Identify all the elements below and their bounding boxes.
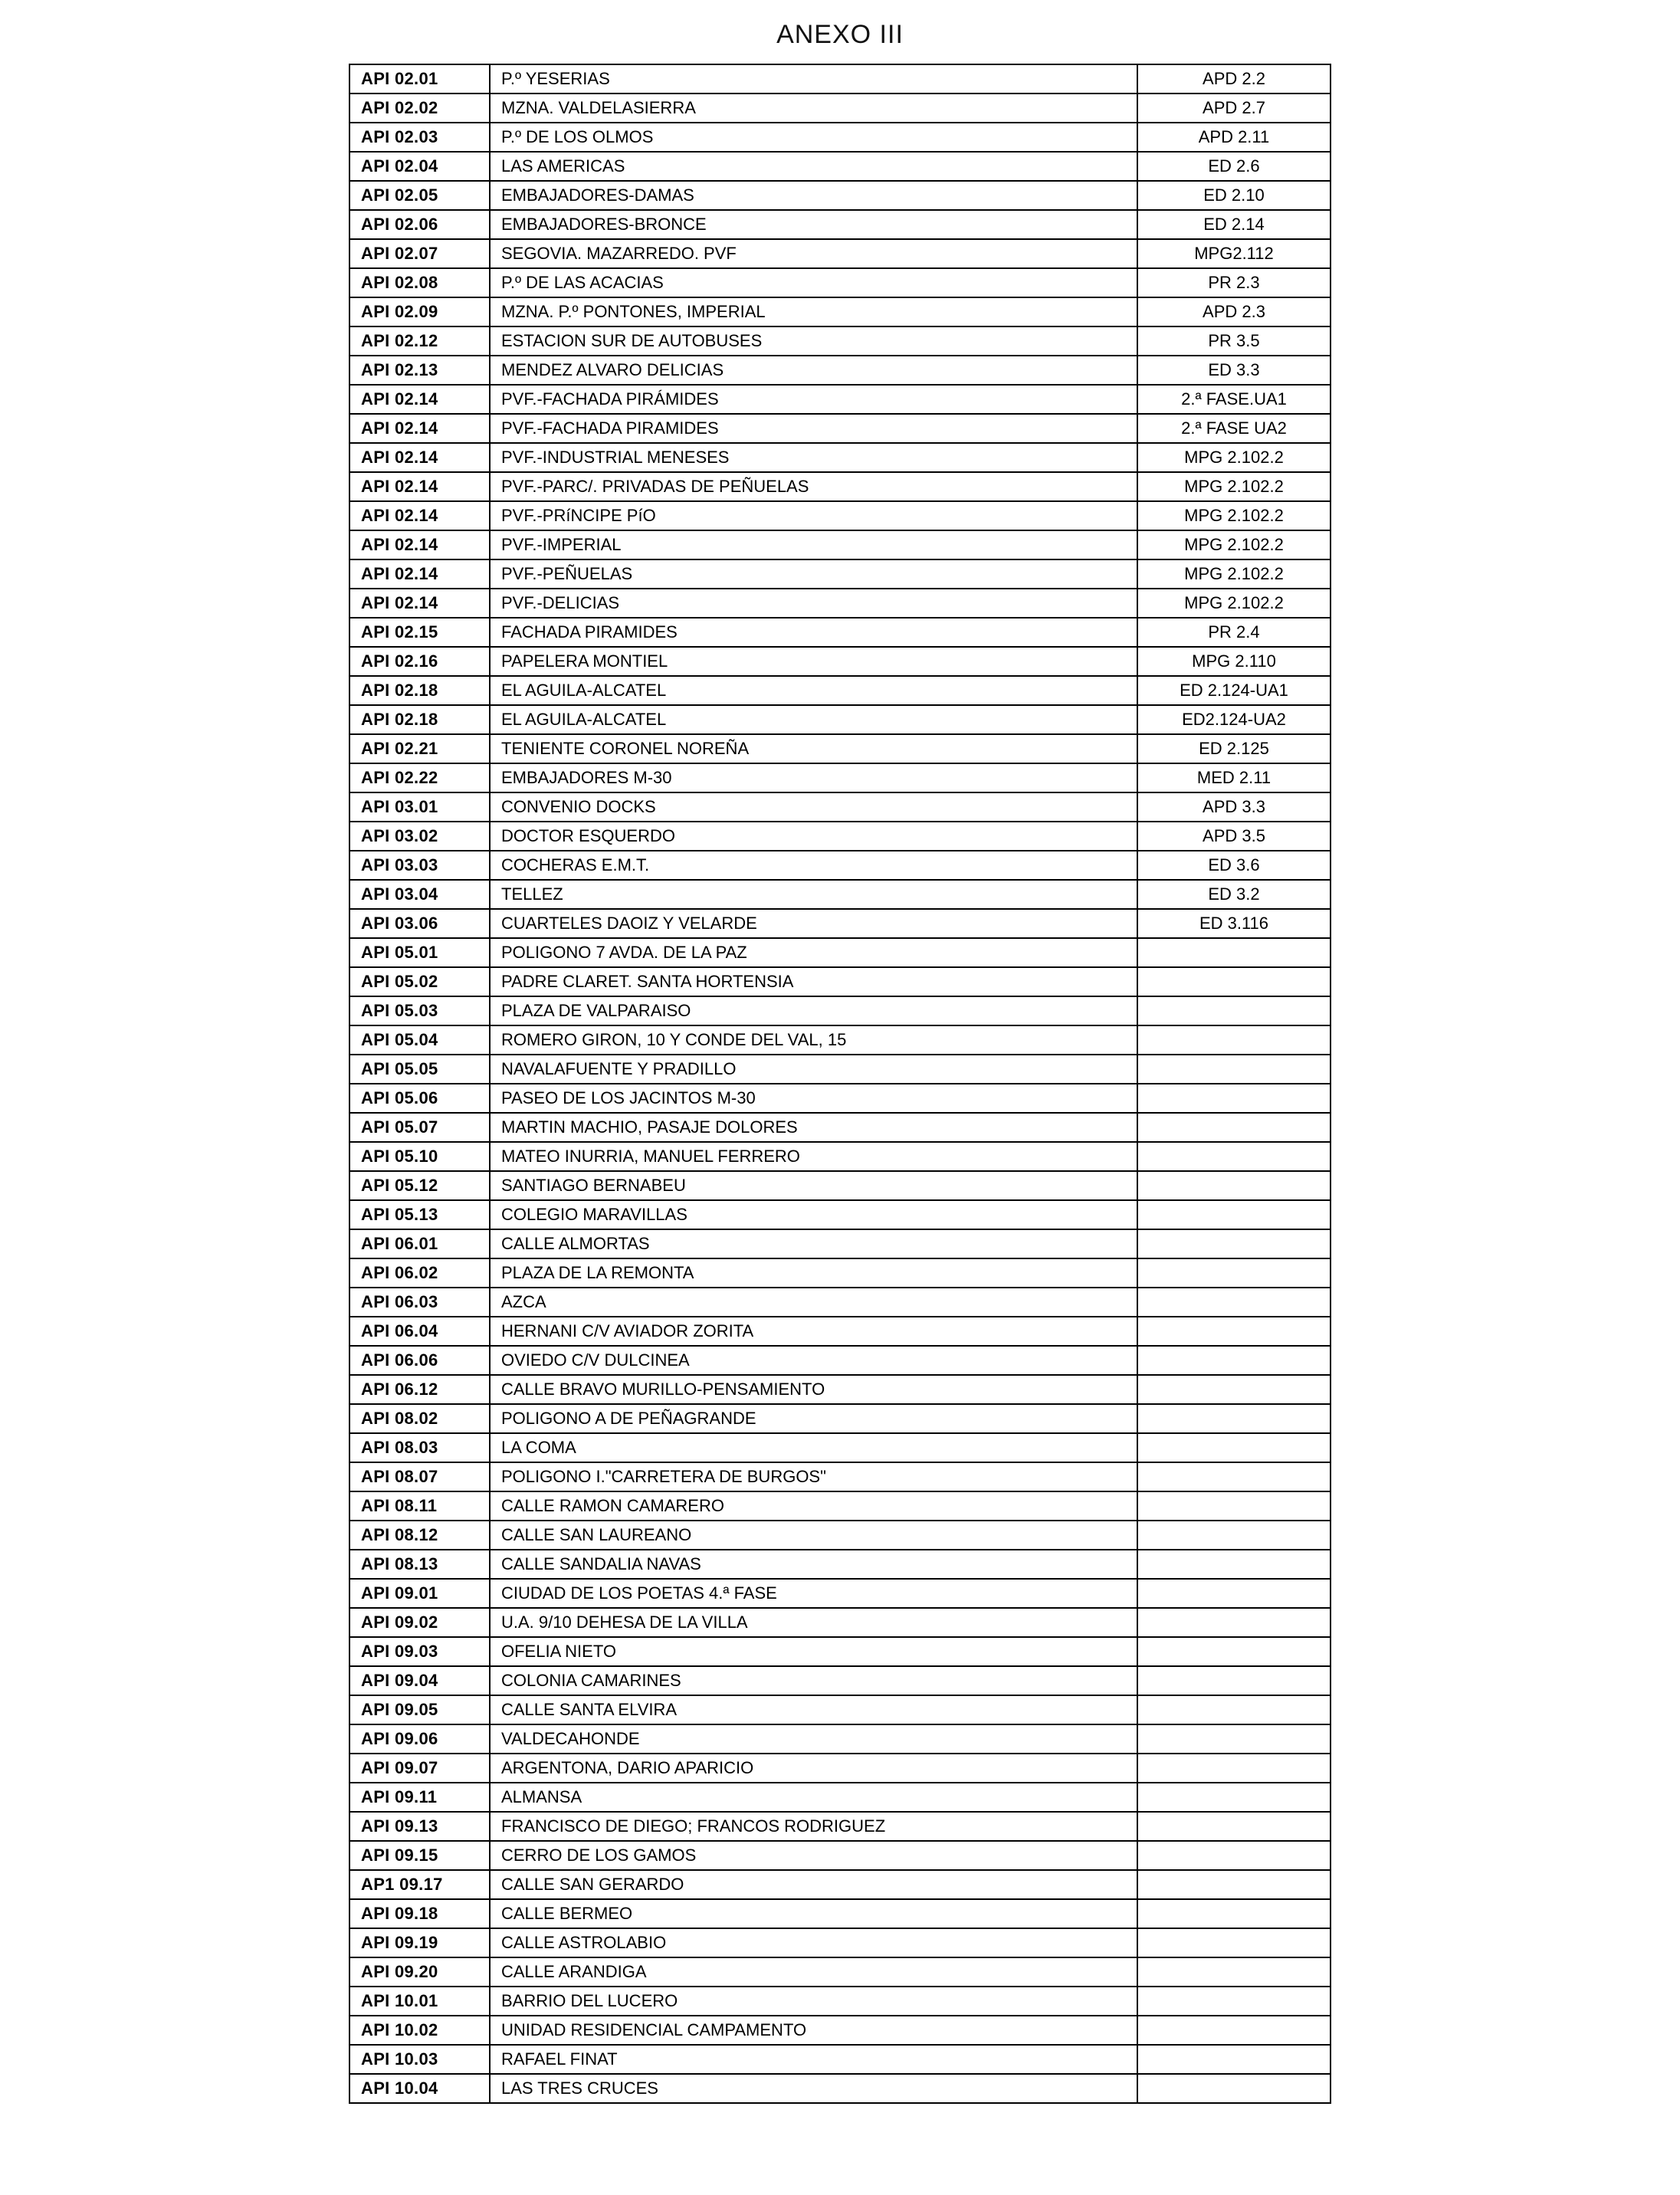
api-code-cell: API 02.12 [349,326,490,356]
reference-code-cell [1137,1462,1331,1491]
api-code-cell: API 02.14 [349,559,490,589]
reference-code-cell: APD 2.3 [1137,297,1331,326]
reference-code-cell: ED 3.6 [1137,851,1331,880]
table-row [349,1055,1331,1084]
location-name-cell: CUARTELES DAOIZ Y VELARDE [490,909,1137,938]
location-name-cell: PVF.-FACHADA PIRÁMIDES [490,385,1137,414]
location-name-cell: LA COMA [490,1433,1137,1462]
location-name-cell: COLONIA CAMARINES [490,1666,1137,1695]
reference-code-cell: MPG 2.102.2 [1137,501,1331,530]
api-code-cell: API 02.18 [349,676,490,705]
reference-code-cell: MPG 2.102.2 [1137,472,1331,501]
table-row [349,734,1331,763]
table-row [349,1375,1331,1404]
api-code-cell: API 09.01 [349,1579,490,1608]
location-name-cell: OFELIA NIETO [490,1637,1137,1666]
location-name-cell: PADRE CLARET. SANTA HORTENSIA [490,967,1137,996]
location-name-cell: P.º DE LOS OLMOS [490,123,1137,152]
table-row [349,1579,1331,1608]
api-code-cell: API 09.19 [349,1928,490,1957]
table-row [349,967,1331,996]
reference-code-cell: MED 2.11 [1137,763,1331,792]
reference-code-cell: ED 3.116 [1137,909,1331,938]
table-row [349,1346,1331,1375]
api-code-cell: API 08.12 [349,1521,490,1550]
location-name-cell: SANTIAGO BERNABEU [490,1171,1137,1200]
location-name-cell: ALMANSA [490,1783,1137,1812]
reference-code-cell [1137,1142,1331,1171]
location-name-cell: PLAZA DE LA REMONTA [490,1258,1137,1288]
api-code-cell: API 02.14 [349,501,490,530]
table-row [349,822,1331,851]
table-row [349,1841,1331,1870]
reference-code-cell: MPG 2.110 [1137,647,1331,676]
table-row [349,268,1331,297]
table-row [349,152,1331,181]
table-row [349,356,1331,385]
table-row [349,1113,1331,1142]
table-row [349,530,1331,559]
api-code-cell: API 05.03 [349,996,490,1025]
table-row [349,1987,1331,2016]
api-code-cell: API 09.18 [349,1899,490,1928]
api-code-cell: API 02.14 [349,530,490,559]
table-row [349,763,1331,792]
location-name-cell: PLAZA DE VALPARAISO [490,996,1137,1025]
api-code-cell: API 03.01 [349,792,490,822]
api-code-cell: API 02.14 [349,385,490,414]
reference-code-cell [1137,1521,1331,1550]
table-row [349,2045,1331,2074]
reference-code-cell [1137,1783,1331,1812]
table-row [349,2016,1331,2045]
table-row [349,938,1331,967]
api-code-cell: API 05.12 [349,1171,490,1200]
location-name-cell: CALLE ASTROLABIO [490,1928,1137,1957]
api-code-cell: API 09.20 [349,1957,490,1987]
reference-code-cell: APD 2.11 [1137,123,1331,152]
table-row [349,1899,1331,1928]
reference-code-cell [1137,1695,1331,1724]
reference-code-cell [1137,1608,1331,1637]
location-name-cell: AZCA [490,1288,1137,1317]
table-row [349,996,1331,1025]
api-code-cell: API 02.02 [349,94,490,123]
reference-code-cell [1137,1841,1331,1870]
table-row [349,1171,1331,1200]
api-code-cell: API 02.13 [349,356,490,385]
reference-code-cell [1137,1666,1331,1695]
location-name-cell: PVF.-INDUSTRIAL MENESES [490,443,1137,472]
api-code-cell: API 05.02 [349,967,490,996]
reference-code-cell: 2.ª FASE.UA1 [1137,385,1331,414]
location-name-cell: POLIGONO I."CARRETERA DE BURGOS" [490,1462,1137,1491]
location-name-cell: PVF.-PARC/. PRIVADAS DE PEÑUELAS [490,472,1137,501]
location-name-cell: P.º DE LAS ACACIAS [490,268,1137,297]
reference-code-cell [1137,1171,1331,1200]
reference-code-cell: PR 2.3 [1137,268,1331,297]
location-name-cell: CALLE SANDALIA NAVAS [490,1550,1137,1579]
location-name-cell: CONVENIO DOCKS [490,792,1137,822]
api-code-cell: API 06.12 [349,1375,490,1404]
reference-code-cell: ED 2.14 [1137,210,1331,239]
table-row [349,909,1331,938]
table-row [349,1957,1331,1987]
reference-code-cell: ED 2.6 [1137,152,1331,181]
table-row [349,472,1331,501]
api-code-cell: AP1 09.17 [349,1870,490,1899]
location-name-cell: VALDECAHONDE [490,1724,1137,1754]
table-row [349,501,1331,530]
reference-code-cell [1137,1084,1331,1113]
location-name-cell: CALLE ARANDIGA [490,1957,1137,1987]
location-name-cell: PVF.-PRíNCIPE PíO [490,501,1137,530]
api-code-cell: API 08.13 [349,1550,490,1579]
location-name-cell: BARRIO DEL LUCERO [490,1987,1137,2016]
api-code-cell: API 02.16 [349,647,490,676]
reference-code-cell: MPG 2.102.2 [1137,559,1331,589]
reference-code-cell [1137,967,1331,996]
annex-table-body [349,64,1331,2103]
api-code-cell: API 02.14 [349,443,490,472]
location-name-cell: CALLE SAN LAUREANO [490,1521,1137,1550]
reference-code-cell: PR 3.5 [1137,326,1331,356]
table-row [349,559,1331,589]
table-row [349,1783,1331,1812]
table-row [349,1637,1331,1666]
api-code-cell: API 08.07 [349,1462,490,1491]
location-name-cell: POLIGONO A DE PEÑAGRANDE [490,1404,1137,1433]
location-name-cell: P.º YESERIAS [490,64,1137,94]
reference-code-cell: APD 2.7 [1137,94,1331,123]
table-row [349,1724,1331,1754]
location-name-cell: CALLE BERMEO [490,1899,1137,1928]
location-name-cell: CALLE RAMON CAMARERO [490,1491,1137,1521]
table-row [349,1462,1331,1491]
table-row [349,443,1331,472]
location-name-cell: EMBAJADORES M-30 [490,763,1137,792]
table-row [349,792,1331,822]
reference-code-cell [1137,1113,1331,1142]
reference-code-cell [1137,2045,1331,2074]
table-row [349,851,1331,880]
location-name-cell: LAS AMERICAS [490,152,1137,181]
reference-code-cell: ED 3.3 [1137,356,1331,385]
api-code-cell: API 09.07 [349,1754,490,1783]
reference-code-cell: ED2.124-UA2 [1137,705,1331,734]
location-name-cell: COCHERAS E.M.T. [490,851,1137,880]
table-row [349,1404,1331,1433]
location-name-cell: RAFAEL FINAT [490,2045,1137,2074]
table-row [349,676,1331,705]
api-code-cell: API 09.11 [349,1783,490,1812]
reference-code-cell [1137,2016,1331,2045]
table-row [349,414,1331,443]
page-title: ANEXO III [776,20,904,49]
api-code-cell: API 10.01 [349,1987,490,2016]
api-code-cell: API 09.02 [349,1608,490,1637]
api-code-cell: API 05.10 [349,1142,490,1171]
location-name-cell: UNIDAD RESIDENCIAL CAMPAMENTO [490,2016,1137,2045]
location-name-cell: PVF.-DELICIAS [490,589,1137,618]
api-code-cell: API 02.06 [349,210,490,239]
api-code-cell: API 05.06 [349,1084,490,1113]
location-name-cell: DOCTOR ESQUERDO [490,822,1137,851]
api-code-cell: API 10.03 [349,2045,490,2074]
reference-code-cell [1137,1288,1331,1317]
table-row [349,1666,1331,1695]
api-code-cell: API 02.07 [349,239,490,268]
location-name-cell: U.A. 9/10 DEHESA DE LA VILLA [490,1608,1137,1637]
location-name-cell: NAVALAFUENTE Y PRADILLO [490,1055,1137,1084]
location-name-cell: HERNANI C/V AVIADOR ZORITA [490,1317,1137,1346]
location-name-cell: COLEGIO MARAVILLAS [490,1200,1137,1229]
reference-code-cell: ED 2.124-UA1 [1137,676,1331,705]
reference-code-cell [1137,1346,1331,1375]
reference-code-cell: PR 2.4 [1137,618,1331,647]
reference-code-cell: MPG 2.102.2 [1137,443,1331,472]
api-code-cell: API 06.04 [349,1317,490,1346]
api-code-cell: API 06.01 [349,1229,490,1258]
location-name-cell: CERRO DE LOS GAMOS [490,1841,1137,1870]
reference-code-cell: APD 3.5 [1137,822,1331,851]
api-code-cell: API 10.02 [349,2016,490,2045]
table-row [349,1812,1331,1841]
table-row [349,1142,1331,1171]
table-row [349,1084,1331,1113]
location-name-cell: FRANCISCO DE DIEGO; FRANCOS RODRIGUEZ [490,1812,1137,1841]
location-name-cell: PVF.-PEÑUELAS [490,559,1137,589]
table-row [349,210,1331,239]
api-code-cell: API 02.05 [349,181,490,210]
api-code-cell: API 05.04 [349,1025,490,1055]
reference-code-cell [1137,1957,1331,1987]
location-name-cell: LAS TRES CRUCES [490,2074,1137,2103]
table-row [349,1317,1331,1346]
location-name-cell: ESTACION SUR DE AUTOBUSES [490,326,1137,356]
reference-code-cell [1137,1899,1331,1928]
table-row [349,239,1331,268]
location-name-cell: MATEO INURRIA, MANUEL FERRERO [490,1142,1137,1171]
location-name-cell: EL AGUILA-ALCATEL [490,705,1137,734]
api-code-cell: API 02.22 [349,763,490,792]
location-name-cell: MARTIN MACHIO, PASAJE DOLORES [490,1113,1137,1142]
api-code-cell: API 02.14 [349,472,490,501]
api-code-cell: API 05.13 [349,1200,490,1229]
reference-code-cell [1137,938,1331,967]
reference-code-cell [1137,1491,1331,1521]
location-name-cell: TENIENTE CORONEL NOREÑA [490,734,1137,763]
reference-code-cell: APD 2.2 [1137,64,1331,94]
api-code-cell: API 03.04 [349,880,490,909]
api-code-cell: API 08.11 [349,1491,490,1521]
location-name-cell: PASEO DE LOS JACINTOS M-30 [490,1084,1137,1113]
location-name-cell: EMBAJADORES-BRONCE [490,210,1137,239]
table-row [349,1754,1331,1783]
location-name-cell: ARGENTONA, DARIO APARICIO [490,1754,1137,1783]
api-code-cell: API 05.05 [349,1055,490,1084]
table-row [349,1521,1331,1550]
reference-code-cell [1137,1637,1331,1666]
table-row [349,181,1331,210]
api-code-cell: API 02.01 [349,64,490,94]
api-code-cell: API 09.04 [349,1666,490,1695]
table-row [349,705,1331,734]
location-name-cell: EL AGUILA-ALCATEL [490,676,1137,705]
reference-code-cell: MPG 2.102.2 [1137,589,1331,618]
reference-code-cell: ED 3.2 [1137,880,1331,909]
api-code-cell: API 09.03 [349,1637,490,1666]
api-code-cell: API 02.15 [349,618,490,647]
api-code-cell: API 05.01 [349,938,490,967]
table-row [349,1200,1331,1229]
location-name-cell: MZNA. VALDELASIERRA [490,94,1137,123]
table-row [349,1025,1331,1055]
reference-code-cell [1137,1317,1331,1346]
location-name-cell: PAPELERA MONTIEL [490,647,1137,676]
api-code-cell: API 09.15 [349,1841,490,1870]
reference-code-cell: APD 3.3 [1137,792,1331,822]
api-code-cell: API 09.13 [349,1812,490,1841]
api-code-cell: API 02.21 [349,734,490,763]
location-name-cell: CALLE SAN GERARDO [490,1870,1137,1899]
reference-code-cell [1137,1258,1331,1288]
table-row [349,1608,1331,1637]
api-code-cell: API 08.03 [349,1433,490,1462]
table-row [349,1870,1331,1899]
api-code-cell: API 09.06 [349,1724,490,1754]
reference-code-cell: ED 2.10 [1137,181,1331,210]
reference-code-cell [1137,1724,1331,1754]
table-row [349,385,1331,414]
table-row [349,1258,1331,1288]
api-code-cell: API 06.06 [349,1346,490,1375]
table-row [349,880,1331,909]
location-name-cell: SEGOVIA. MAZARREDO. PVF [490,239,1137,268]
reference-code-cell: ED 2.125 [1137,734,1331,763]
table-row [349,123,1331,152]
location-name-cell: MZNA. P.º PONTONES, IMPERIAL [490,297,1137,326]
location-name-cell: ROMERO GIRON, 10 Y CONDE DEL VAL, 15 [490,1025,1137,1055]
location-name-cell: CALLE ALMORTAS [490,1229,1137,1258]
api-code-cell: API 02.14 [349,414,490,443]
table-row [349,64,1331,94]
api-code-cell: API 06.02 [349,1258,490,1288]
reference-code-cell [1137,1550,1331,1579]
table-row [349,1695,1331,1724]
reference-code-cell: MPG2.112 [1137,239,1331,268]
api-code-cell: API 08.02 [349,1404,490,1433]
api-code-cell: API 02.04 [349,152,490,181]
table-row [349,589,1331,618]
reference-code-cell: 2.ª FASE UA2 [1137,414,1331,443]
api-code-cell: API 02.08 [349,268,490,297]
location-name-cell: OVIEDO C/V DULCINEA [490,1346,1137,1375]
table-row [349,297,1331,326]
table-row [349,1433,1331,1462]
location-name-cell: PVF.-IMPERIAL [490,530,1137,559]
reference-code-cell [1137,1579,1331,1608]
api-code-cell: API 02.03 [349,123,490,152]
api-code-cell: API 09.05 [349,1695,490,1724]
table-row [349,1928,1331,1957]
location-name-cell: FACHADA PIRAMIDES [490,618,1137,647]
reference-code-cell [1137,1928,1331,1957]
api-code-cell: API 06.03 [349,1288,490,1317]
reference-code-cell [1137,1200,1331,1229]
reference-code-cell [1137,996,1331,1025]
api-code-cell: API 03.02 [349,822,490,851]
reference-code-cell [1137,1229,1331,1258]
reference-code-cell [1137,1025,1331,1055]
api-code-cell: API 02.09 [349,297,490,326]
reference-code-cell [1137,1870,1331,1899]
table-row [349,1229,1331,1258]
reference-code-cell [1137,2074,1331,2103]
location-name-cell: POLIGONO 7 AVDA. DE LA PAZ [490,938,1137,967]
api-code-cell: API 05.07 [349,1113,490,1142]
table-row [349,2074,1331,2103]
reference-code-cell [1137,1433,1331,1462]
reference-code-cell: MPG 2.102.2 [1137,530,1331,559]
location-name-cell: MENDEZ ALVARO DELICIAS [490,356,1137,385]
api-code-cell: API 02.14 [349,589,490,618]
table-row [349,1491,1331,1521]
table-row [349,1288,1331,1317]
reference-code-cell [1137,1754,1331,1783]
reference-code-cell [1137,1812,1331,1841]
annex-table [349,64,1331,2104]
reference-code-cell [1137,1987,1331,2016]
api-code-cell: API 02.18 [349,705,490,734]
table-row [349,94,1331,123]
reference-code-cell [1137,1375,1331,1404]
table-row [349,326,1331,356]
location-name-cell: CALLE SANTA ELVIRA [490,1695,1137,1724]
api-code-cell: API 03.06 [349,909,490,938]
location-name-cell: CALLE BRAVO MURILLO-PENSAMIENTO [490,1375,1137,1404]
location-name-cell: EMBAJADORES-DAMAS [490,181,1137,210]
location-name-cell: CIUDAD DE LOS POETAS 4.ª FASE [490,1579,1137,1608]
reference-code-cell [1137,1055,1331,1084]
api-code-cell: API 10.04 [349,2074,490,2103]
table-row [349,647,1331,676]
table-row [349,618,1331,647]
reference-code-cell [1137,1404,1331,1433]
location-name-cell: PVF.-FACHADA PIRAMIDES [490,414,1137,443]
location-name-cell: TELLEZ [490,880,1137,909]
api-code-cell: API 03.03 [349,851,490,880]
table-row [349,1550,1331,1579]
